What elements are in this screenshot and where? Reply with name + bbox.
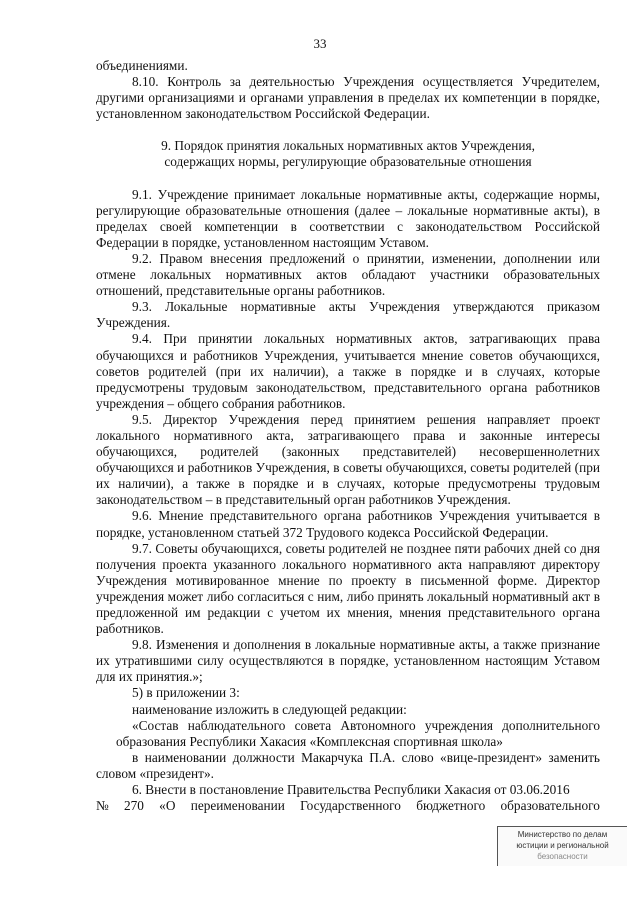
paragraph-9-7: 9.7. Советы обучающихся, советы родителей не позднее пяти рабочих дней со дня получения проекта указанного локального нормативного акта направляют директору Учреждения мотивированное мнение по проекту в письменной форме. Директор учреждения может либо согласиться с ним, либо принять локальный нормативный акт в предложенной им редакции с учетом их мнения, мнения представительного органа работников.	[96, 540, 600, 637]
stamp-line-1: Министерство по делам	[517, 830, 608, 839]
paragraph-9-6: 9.6. Мнение представительного органа работников Учреждения учитывается в порядке, установленном статьей 372 Трудового кодекса Российской Федерации.	[96, 508, 600, 540]
heading-line-2: содержащих нормы, регулирующие образовательные отношения	[164, 154, 532, 170]
page-number: 33	[313, 36, 327, 51]
paragraph-item-6-continuation	[96, 798, 600, 814]
word: «О	[159, 798, 176, 814]
paragraph-quote: «Состав наблюдательного совета Автономного учреждения дополнительного образования Республики Хакасия «Комплексная спортивная школа»	[116, 717, 600, 749]
paragraph-9-2: 9.2. Правом внесения предложений о принятии, изменении, дополнении или отмене локальных нормативных актов обладают участники образовательных отношений, представительные органы работников.	[96, 250, 600, 299]
word: Государственного	[300, 798, 401, 814]
section-9-heading	[96, 138, 600, 170]
heading-line-1: 9. Порядок принятия локальных нормативных актов Учреждения,	[161, 138, 535, 154]
document-body	[96, 58, 600, 814]
word: переименовании	[190, 798, 285, 814]
paragraph-9-3: 9.3. Локальные нормативные акты Учреждения утверждаются приказом Учреждения.	[96, 299, 600, 331]
paragraph-9-1: 9.1. Учреждение принимает локальные нормативные акты, содержащие нормы, регулирующие образовательные отношения (далее – локальные нормативные акты), в пределах своей компетенции в соответствии с законодательством Российской Федерации в порядке, установленном настоящим Уставом.	[96, 186, 600, 250]
paragraph-8-10: 8.10. Контроль за деятельностью Учреждения осуществляется Учредителем, другими организациями и органами управления в пределах их компетенции в порядке, установленном законодательством Российской Федерации.	[96, 74, 600, 122]
paragraph-9-4: 9.4. При принятии локальных нормативных актов, затрагивающих права обучающихся и работников Учреждения, учитывается мнение советов обучающихся, советов родителей (при их наличии), а также в порядке и в случаях, которые предусмотрены трудовым законодательством, представительного органа работников учреждения – общего собрания работников.	[96, 331, 600, 411]
paragraph-9-8: 9.8. Изменения и дополнения в локальные нормативные акты, а также признание их утратившими силу осуществляются в порядке, установленном настоящим Уставом для их принятия.»;	[96, 637, 600, 685]
word: 270	[123, 798, 144, 814]
stamp-line-2: юстиции и региональной	[516, 841, 609, 850]
registration-stamp	[497, 826, 627, 866]
stamp-line-3: безопасности	[537, 852, 588, 861]
paragraph-item-5: 5) в приложении 3:	[132, 685, 240, 701]
word: бюджетного	[416, 798, 486, 814]
paragraph-9-5: 9.5. Директор Учреждения перед принятием решения направляет проект локального нормативного акта, затрагивающего права и законные интересы обучающихся, родителей (законных представителей) несовершеннолетних обучающихся и работников Учреждения, в советы обучающихся, советы родителей (при их наличии), а также в порядке и в случаях, которые предусмотрены трудовым законодательством – в представительный орган работников Учреждения.	[96, 411, 600, 508]
paragraph-name-change: наименование изложить в следующей редакции:	[132, 701, 407, 717]
paragraph-item-6: 6. Внести в постановление Правительства Республики Хакасия от 03.06.2016	[132, 782, 570, 798]
word: №	[96, 798, 109, 814]
paragraph-continuation: объединениями.	[96, 58, 188, 73]
paragraph-rename: в наименовании должности Макарчука П.А. слово «вице-президент» заменить словом «президент».	[96, 749, 600, 781]
word: образовательного	[500, 798, 600, 814]
